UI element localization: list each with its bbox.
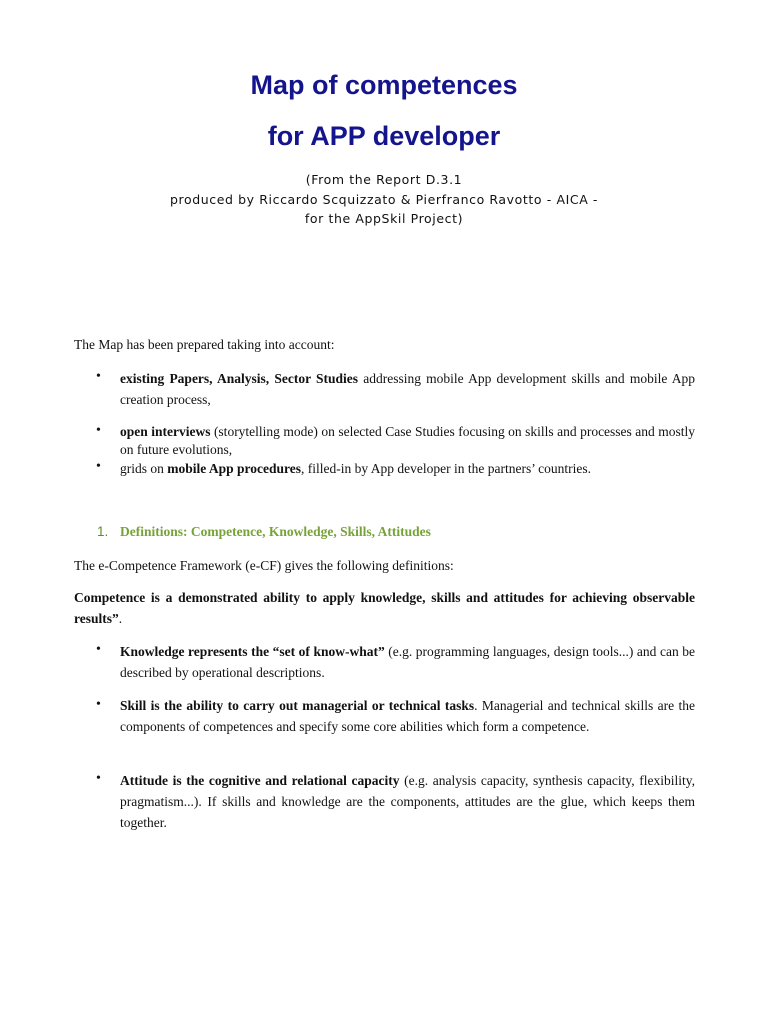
section-number: 1.	[97, 524, 109, 539]
competence-definition-end: .	[118, 611, 123, 626]
bullet-icon: •	[96, 642, 101, 657]
intro-paragraph: The Map has been prepared taking into account:	[74, 337, 335, 352]
intro-item-3-prefix: grids on	[120, 461, 168, 476]
definition-skill-text: . Managerial and technical skills are the components of competences and specify some core abilities which form a competence.	[120, 698, 695, 734]
bullet-icon: •	[96, 697, 101, 712]
definition-attitude-bold: Attitude is the cognitive and relational capacity	[120, 773, 400, 788]
intro-item-2-bold: open interviews	[120, 424, 211, 439]
intro-item-1-text: addressing mobile App development skills and mobile App creation process,	[120, 371, 696, 407]
intro-item-1-bold: existing Papers, Analysis, Sector Studies	[120, 371, 359, 386]
definition-knowledge-text: (e.g. programming languages, design tools...) and can be described by operational descriptions.	[120, 644, 695, 680]
document-title-line-1: Map of competences	[250, 70, 518, 100]
definition-knowledge-bold: Knowledge represents the “set of know-what”	[120, 644, 385, 659]
intro-item-3	[120, 458, 695, 479]
bullet-icon: •	[96, 369, 101, 384]
intro-item-2-text: (storytelling mode) on selected Case Studies focusing on skills and processes and mostly on future evolutions,	[120, 424, 695, 457]
competence-definition-bold: Competence is a demonstrated ability to apply knowledge, skills and attitudes for achieving observable results”	[74, 590, 695, 626]
intro-item-1	[120, 368, 695, 410]
bullet-icon: •	[96, 423, 101, 438]
source-line-2: produced by Riccardo Scquizzato & Pierfranco Ravotto - AICA -	[169, 192, 599, 207]
document-title-line-2: for APP developer	[267, 121, 501, 151]
section-heading	[97, 524, 431, 540]
definition-attitude	[120, 770, 695, 833]
source-line-1: (From the Report D.3.1	[305, 172, 463, 187]
definition-attitude-text: (e.g. analysis capacity, synthesis capacity, flexibility, pragmatism...). If skills and knowledge are the components, attitudes are the glue, which keeps them together.	[120, 773, 695, 830]
intro-item-3-bold: mobile App procedures	[167, 461, 302, 476]
source-line-3: for the AppSkil Project)	[304, 211, 464, 226]
section-title: Definitions: Competence, Knowledge, Skills, Attitudes	[120, 524, 431, 539]
intro-item-3-text: , filled-in by App developer in the partners’ countries.	[301, 461, 591, 476]
definition-skill	[120, 695, 695, 737]
framework-intro: The e-Competence Framework (e-CF) gives the following definitions:	[74, 558, 454, 573]
bullet-icon: •	[96, 771, 101, 786]
bullet-icon: •	[96, 459, 101, 474]
definition-skill-bold: Skill is the ability to carry out managerial or technical tasks	[120, 698, 475, 713]
competence-definition	[74, 587, 695, 629]
definition-knowledge	[120, 641, 695, 683]
intro-item-2	[120, 423, 695, 459]
